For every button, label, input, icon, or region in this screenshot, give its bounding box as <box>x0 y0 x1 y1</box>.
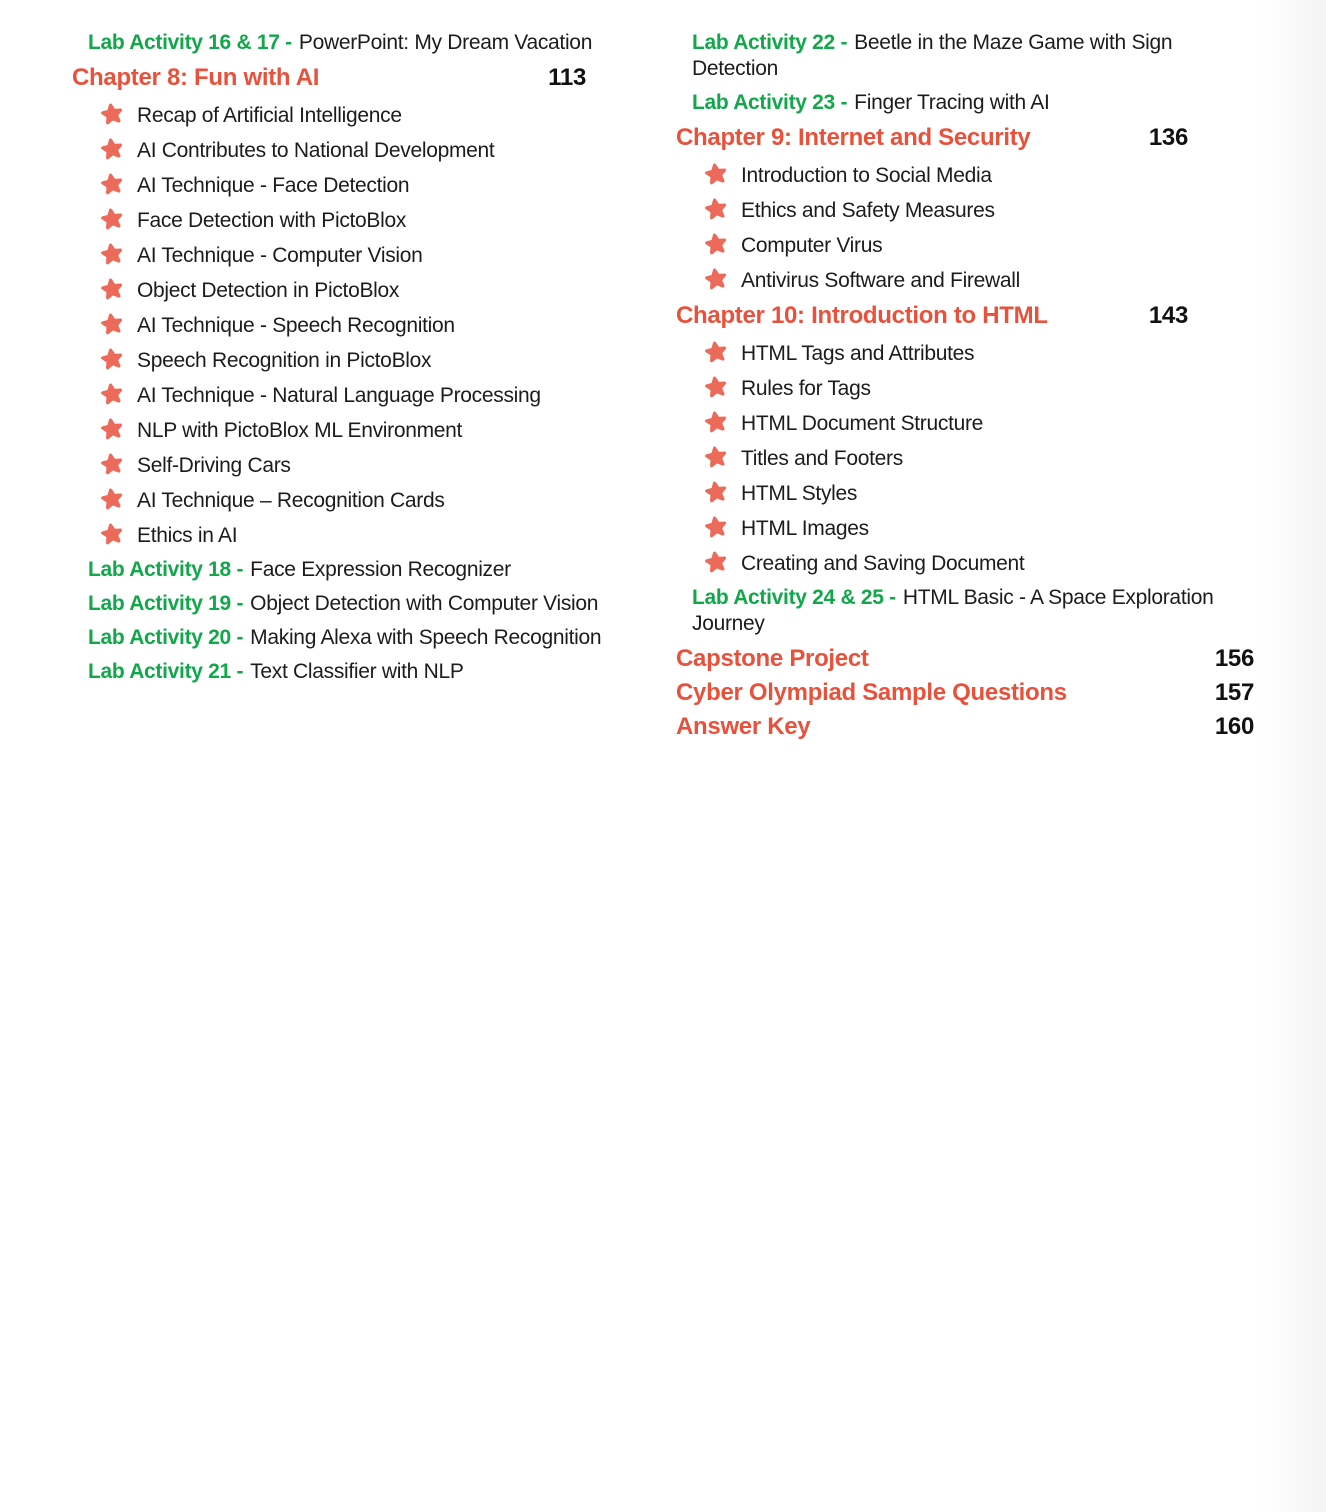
lab-activity-title: Text Classifier with NLP <box>250 660 464 683</box>
topic-entry <box>72 277 670 303</box>
topic-title: Object Detection in PictoBlox <box>137 279 400 302</box>
topic-title: Ethics and Safety Measures <box>741 199 995 222</box>
chapter-page-number: 113 <box>548 64 586 91</box>
lab-activity-title: Making Alexa with Speech Recognition <box>250 626 602 649</box>
topic-entry <box>72 417 670 443</box>
star-icon <box>100 137 124 161</box>
topic-entry <box>676 267 1254 293</box>
topic-entry <box>676 162 1254 188</box>
star-icon <box>100 347 124 371</box>
topic-entry <box>72 242 670 268</box>
lab-activity-entry <box>676 585 1254 637</box>
lab-activity-entry <box>676 30 1254 82</box>
star-icon <box>100 312 124 336</box>
star-icon <box>704 162 728 186</box>
lab-activity-label: Lab Activity 22 - <box>692 31 848 54</box>
star-icon <box>704 445 728 469</box>
topic-entry <box>676 480 1254 506</box>
topic-title: Rules for Tags <box>741 377 871 400</box>
star-icon <box>100 452 124 476</box>
lab-activity-entry <box>72 591 670 617</box>
lab-activity-label: Lab Activity 21 - <box>88 660 244 683</box>
page-edge-shading <box>1256 0 1326 1512</box>
toc-column-right <box>676 30 1254 747</box>
lab-activity-title: HTML Basic - A Space Exploration Journey <box>692 586 1214 635</box>
lab-activity-entry <box>72 625 670 651</box>
star-icon <box>704 232 728 256</box>
star-icon <box>100 102 124 126</box>
topic-entry <box>72 522 670 548</box>
topic-title: HTML Styles <box>741 482 858 505</box>
star-icon <box>100 382 124 406</box>
star-icon <box>100 487 124 511</box>
topic-entry <box>72 347 670 373</box>
chapter-entry <box>676 124 1254 152</box>
topic-entry <box>72 172 670 198</box>
topic-entry <box>676 410 1254 436</box>
topic-title: Computer Virus <box>741 234 883 257</box>
star-icon <box>704 410 728 434</box>
chapter-title: Chapter 8: Fun with AI <box>72 64 320 91</box>
lab-activity-entry <box>72 659 670 685</box>
topic-entry <box>72 102 670 128</box>
topic-entry <box>72 452 670 478</box>
lab-activity-label: Lab Activity 20 - <box>88 626 244 649</box>
chapter-title: Chapter 10: Introduction to HTML <box>676 302 1048 329</box>
star-icon <box>100 207 124 231</box>
topic-entry <box>72 382 670 408</box>
star-icon <box>100 277 124 301</box>
toc-column-left <box>72 30 670 693</box>
lab-activity-label: Lab Activity 18 - <box>88 558 244 581</box>
chapter-title: Chapter 9: Internet and Security <box>676 124 1031 151</box>
topic-title: AI Technique - Speech Recognition <box>137 314 455 337</box>
lab-activity-label: Lab Activity 16 & 17 - <box>88 31 292 54</box>
section-entry <box>676 713 1254 741</box>
topic-title: AI Technique - Computer Vision <box>137 244 423 267</box>
star-icon <box>704 550 728 574</box>
topic-title: HTML Images <box>741 517 869 540</box>
section-entry <box>676 645 1254 673</box>
section-title: Cyber Olympiad Sample Questions <box>676 679 1067 706</box>
star-icon <box>704 197 728 221</box>
lab-activity-label: Lab Activity 23 - <box>692 91 848 114</box>
topic-entry <box>676 340 1254 366</box>
topic-entry <box>676 445 1254 471</box>
lab-activity-title: Finger Tracing with AI <box>854 91 1050 114</box>
lab-activity-title: Face Expression Recognizer <box>250 558 511 581</box>
topic-title: HTML Tags and Attributes <box>741 342 975 365</box>
topic-title: Ethics in AI <box>137 524 238 547</box>
lab-activity-entry <box>676 90 1254 116</box>
section-page-number: 156 <box>1214 645 1254 672</box>
section-title: Capstone Project <box>676 645 869 672</box>
topic-title: HTML Document Structure <box>741 412 984 435</box>
section-entry <box>676 679 1254 707</box>
star-icon <box>100 242 124 266</box>
topic-title: AI Technique - Face Detection <box>137 174 410 197</box>
topic-title: AI Technique – Recognition Cards <box>137 489 445 512</box>
topic-title: Speech Recognition in PictoBlox <box>137 349 432 372</box>
star-icon <box>704 515 728 539</box>
chapter-page-number: 136 <box>1148 124 1188 151</box>
topic-entry <box>72 312 670 338</box>
lab-activity-title: PowerPoint: My Dream Vacation <box>298 31 593 54</box>
topic-title: AI Technique - Natural Language Processing <box>137 384 541 407</box>
topic-entry <box>676 197 1254 223</box>
lab-activity-title: Beetle in the Maze Game with Sign Detection <box>692 31 1173 80</box>
star-icon <box>704 267 728 291</box>
topic-title: Recap of Artificial Intelligence <box>137 104 402 127</box>
topic-entry <box>676 550 1254 576</box>
topic-title: Self-Driving Cars <box>137 454 291 477</box>
topic-title: Titles and Footers <box>741 447 903 470</box>
topic-entry <box>676 375 1254 401</box>
chapter-page-number: 143 <box>1148 302 1188 329</box>
topic-title: Face Detection with PictoBlox <box>137 209 407 232</box>
topic-title: Introduction to Social Media <box>741 164 992 187</box>
lab-activity-label: Lab Activity 19 - <box>88 592 244 615</box>
lab-activity-entry <box>72 557 670 583</box>
lab-activity-title: Object Detection with Computer Vision <box>250 592 599 615</box>
topic-title: NLP with PictoBlox ML Environment <box>137 419 463 442</box>
topic-entry <box>72 137 670 163</box>
section-page-number: 160 <box>1214 713 1254 740</box>
lab-activity-label: Lab Activity 24 & 25 - <box>692 586 896 609</box>
topic-entry <box>676 232 1254 258</box>
topic-entry <box>72 207 670 233</box>
star-icon <box>704 340 728 364</box>
star-icon <box>704 375 728 399</box>
star-icon <box>100 522 124 546</box>
topic-title: Creating and Saving Document <box>741 552 1025 575</box>
chapter-entry <box>72 64 670 92</box>
topic-entry <box>72 487 670 513</box>
chapter-entry <box>676 302 1254 330</box>
star-icon <box>100 172 124 196</box>
topic-entry <box>676 515 1254 541</box>
section-page-number: 157 <box>1214 679 1254 706</box>
section-title: Answer Key <box>676 713 811 740</box>
topic-title: AI Contributes to National Development <box>137 139 495 162</box>
star-icon <box>100 417 124 441</box>
lab-activity-entry <box>72 30 670 56</box>
star-icon <box>704 480 728 504</box>
topic-title: Antivirus Software and Firewall <box>741 269 1020 292</box>
